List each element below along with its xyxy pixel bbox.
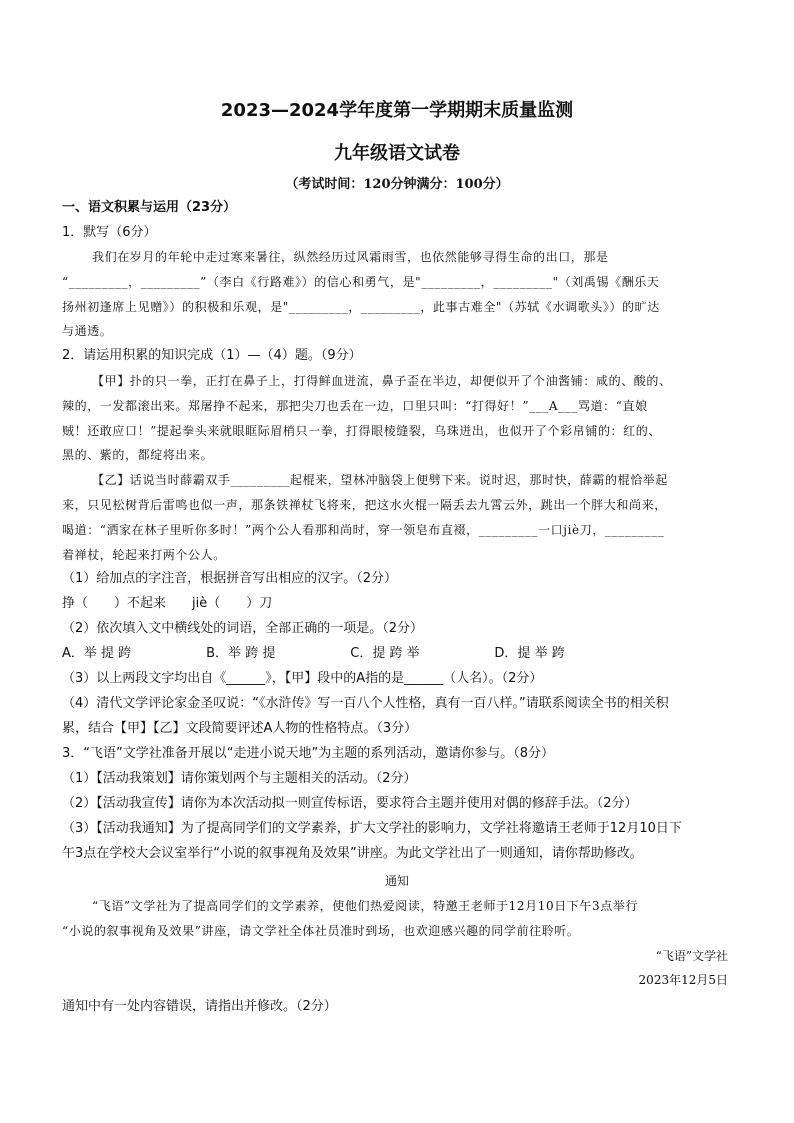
option-d: D．提 举 跨	[494, 646, 565, 661]
option-a: A．举 提 跨	[62, 646, 132, 661]
passage-a-line-3: 贼！还敢应口！”提起拳头来就眼眶际眉梢只一拳，打得眼棱缝裂，乌珠迸出，也似开了个彩帛铺的：红的、	[62, 424, 661, 438]
exam-info: （考试时间：120分钟满分：100分）	[285, 177, 509, 192]
q2-sub-1: （1）给加点的字注音，根据拼音写出相应的汉字。（2分）	[62, 571, 398, 586]
q3-sub-3-line-1: （3）【活动我通知】为了提高同学们的文学素养，扩大文学社的影响力，文学社将邀请王老师于12月10日下	[62, 821, 682, 836]
q3-label: 3．“飞语”文学社准备开展以“走进小说天地”为主题的系列活动，邀请你参与。（8分）	[62, 746, 554, 761]
notice-line-2: “小说的叙事视角及效果”讲座，请文学社全体社员准时到场，也欢迎感兴趣的同学前往聆听。	[62, 924, 580, 938]
q2-sub-4-line-2: 累，结合【甲】【乙】文段简要评述A人物的性格特点。（3分）	[62, 721, 418, 736]
q1-label: 1．默写（6分）	[62, 225, 157, 240]
q2-sub-1-answer: 挣（ ）不起来 jiè（ ）刀	[62, 596, 273, 611]
option-b: B．举 跨 提	[206, 646, 276, 661]
q2-sub-4-line-1: （4）清代文学评论家金圣叹说：“《水浒传》写一百八个人性格，真有一百八样。”请联系阅读全书的相关积	[62, 696, 669, 711]
passage-b-line-4: 着禅杖，轮起来打两个公人。	[62, 548, 226, 562]
option-c: C．提 跨 举	[350, 646, 420, 661]
passage-a-line-2: 辣的，一发都滚出来。郑屠挣不起来，那把尖刀也丢在一边，口里只叫：“打得好！”___A___骂道：“直娘	[62, 399, 648, 413]
passage-b-line-3: 喝道：“洒家在林子里听你多时！”两个公人看那和尚时，穿一领皂布直裰，_________一口jiè刀，_________	[62, 523, 665, 537]
q3-sub-3-line-2: 午3点在学校大会议室举行“小说的叙事视角及效果”讲座。为此文学社出了一则通知，请你帮助修改。	[62, 846, 643, 861]
q1-line-1: 我们在岁月的年轮中走过寒来暑往，纵然经历过风霜雨雪，也依然能够寻得生命的出口，那是	[92, 250, 609, 264]
q1-line-2: “_________，_________”（李白《行路难》）的信心和勇气，是"_________，_________"（刘禹锡《酬乐天	[62, 275, 660, 289]
exam-title: 2023—2024学年度第一学期期末质量监测	[220, 100, 574, 121]
passage-b-line-1: 【乙】话说当时薛霸双手_________起棍来，望林冲脑袋上便劈下来。说时迟，那时快，薛霸的棍恰举起	[92, 473, 669, 487]
passage-a-line-4: 黑的、紫的，都绽将出来。	[62, 448, 214, 462]
q2-label: 2．请运用积累的知识完成（1）—（4）题。（9分）	[62, 348, 362, 363]
notice-line-1: “飞语”文学社为了提高同学们的文学素养，使他们热爱阅读，特邀王老师于12月10日下午3点举行	[92, 899, 639, 913]
notice-title: 通知	[384, 874, 409, 888]
passage-a-line-1: 【甲】扑的只一拳，正打在鼻子上，打得鲜血迸流，鼻子歪在半边，却便似开了个油酱铺：咸的、酸的、	[92, 374, 672, 388]
q2-sub-2: （2）依次填入文中横线处的词语，全部正确的一项是。（2分）	[62, 621, 424, 636]
q1-line-4: 与通透。	[62, 324, 113, 338]
q2-options	[62, 645, 634, 663]
q1-line-3: 扬州初逢席上见赠》）的积极和乐观，是"_________，_________，此事古难全"（苏轼《水调歌头》）的旷达	[62, 300, 660, 314]
notice-signature: “飞语”文学社	[655, 949, 728, 963]
exam-subtitle: 九年级语文试卷	[334, 143, 460, 164]
notice-date: 2023年12月5日	[638, 973, 728, 987]
q3-sub-2: （2）【活动我宣传】请你为本次活动拟一则宣传标语，要求符合主题并使用对偶的修辞手法。（2分）	[62, 796, 638, 811]
q3-sub-1: （1）【活动我策划】请你策划两个与主题相关的活动。（2分）	[62, 771, 417, 786]
section-heading: 一、语文积累与运用（23分）	[62, 200, 237, 215]
passage-b-line-2: 来，只见松树背后雷鸣也似一声，那条铁禅杖飞将来，把这水火棍一隔丢去九霄云外，跳出一个胖大和尚来，	[62, 498, 667, 512]
q3-final: 通知中有一处内容错误，请指出并修改。（2分）	[62, 999, 337, 1014]
q2-sub-3: （3）以上两段文字均出自《______》，【甲】段中的A指的是______（人名）。（2分）	[62, 671, 543, 686]
